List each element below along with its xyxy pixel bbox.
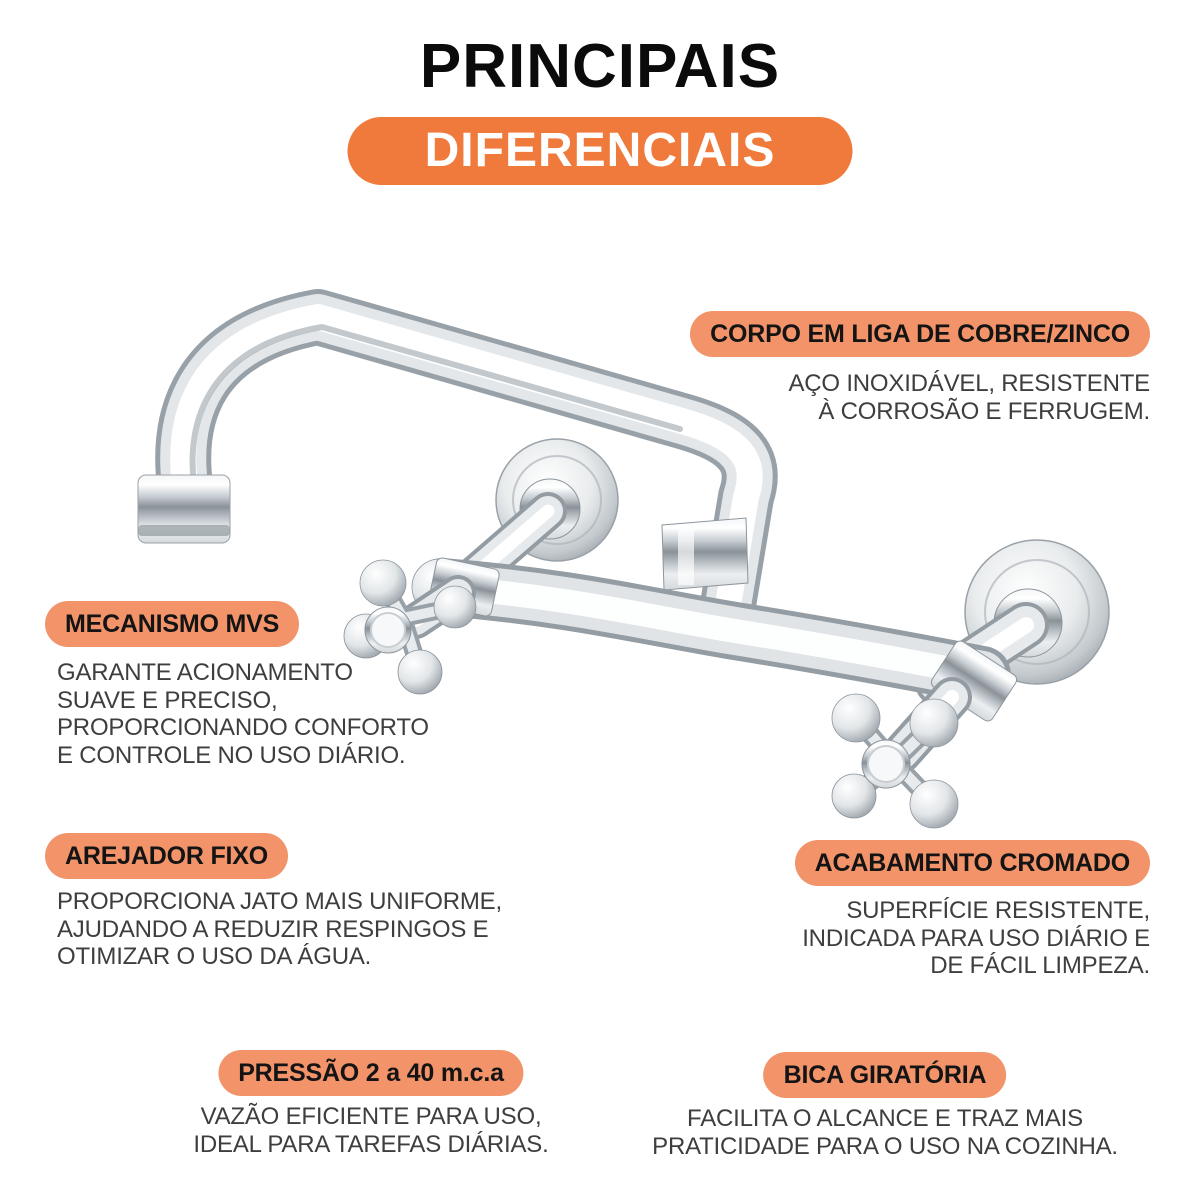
callout-text-line: VAZÃO EFICIENTE PARA USO, xyxy=(200,1103,542,1130)
callout-title-pill: AREJADOR FIXO xyxy=(45,833,288,879)
callout-description xyxy=(193,1103,548,1158)
callout-corpo-liga xyxy=(690,311,1150,425)
callout-acabamento-cromado xyxy=(795,840,1150,980)
callout-text-line: FACILITA O ALCANCE E TRAZ MAIS xyxy=(687,1105,1083,1132)
page-title: PRINCIPAIS xyxy=(419,32,781,101)
callout-title-pill: ACABAMENTO CROMADO xyxy=(795,840,1150,886)
callout-text-line: À CORROSÃO E FERRUGEM. xyxy=(818,397,1150,425)
callout-text-line: GARANTE ACIONAMENTO xyxy=(57,659,353,686)
callout-text-line: PRATICIDADE PARA O USO NA COZINHA. xyxy=(652,1132,1118,1160)
right-cross-handle xyxy=(832,694,958,828)
callout-description xyxy=(57,888,502,971)
callout-description xyxy=(652,1105,1118,1160)
callout-text-line: IDEAL PARA TAREFAS DIÁRIAS. xyxy=(193,1130,549,1158)
callout-description xyxy=(690,370,1150,425)
callout-text-line: SUPERFÍCIE RESISTENTE, xyxy=(846,897,1150,924)
callout-title-pill: CORPO EM LIGA DE COBRE/ZINCO xyxy=(690,311,1150,357)
callout-text-line: PROPORCIONANDO CONFORTO xyxy=(57,714,429,741)
callout-text-line: INDICADA PARA USO DIÁRIO E xyxy=(802,924,1150,952)
callout-description xyxy=(795,897,1150,980)
callout-title-pill: PRESSÃO 2 a 40 m.c.a xyxy=(218,1050,524,1096)
callout-text-line: AÇO INOXIDÁVEL, RESISTENTE xyxy=(788,370,1150,397)
callout-text-line: E CONTROLE NO USO DIÁRIO. xyxy=(57,741,406,769)
callout-mecanismo-mvs xyxy=(45,601,429,769)
callout-text-line: DE FÁCIL LIMPEZA. xyxy=(930,952,1150,979)
aerator-cap xyxy=(138,475,230,543)
callout-title-pill: BICA GIRATÓRIA xyxy=(764,1052,1007,1098)
spout-collar xyxy=(662,518,748,590)
callout-text-line: AJUDANDO A REDUZIR RESPINGOS E xyxy=(57,915,489,943)
callout-text-line: SUAVE E PRECISO, xyxy=(57,686,278,714)
subtitle-banner: DIFERENCIAIS xyxy=(348,117,853,185)
callout-bica-giratoria xyxy=(652,1052,1118,1160)
callout-text-line: OTIMIZAR O USO DA ÁGUA. xyxy=(57,943,372,970)
callout-pressao xyxy=(193,1050,548,1158)
callout-arejador-fixo xyxy=(45,833,502,971)
callout-text-line: PROPORCIONA JATO MAIS UNIFORME, xyxy=(57,888,502,915)
callout-description xyxy=(57,659,429,769)
callout-title-pill: MECANISMO MVS xyxy=(45,601,299,647)
